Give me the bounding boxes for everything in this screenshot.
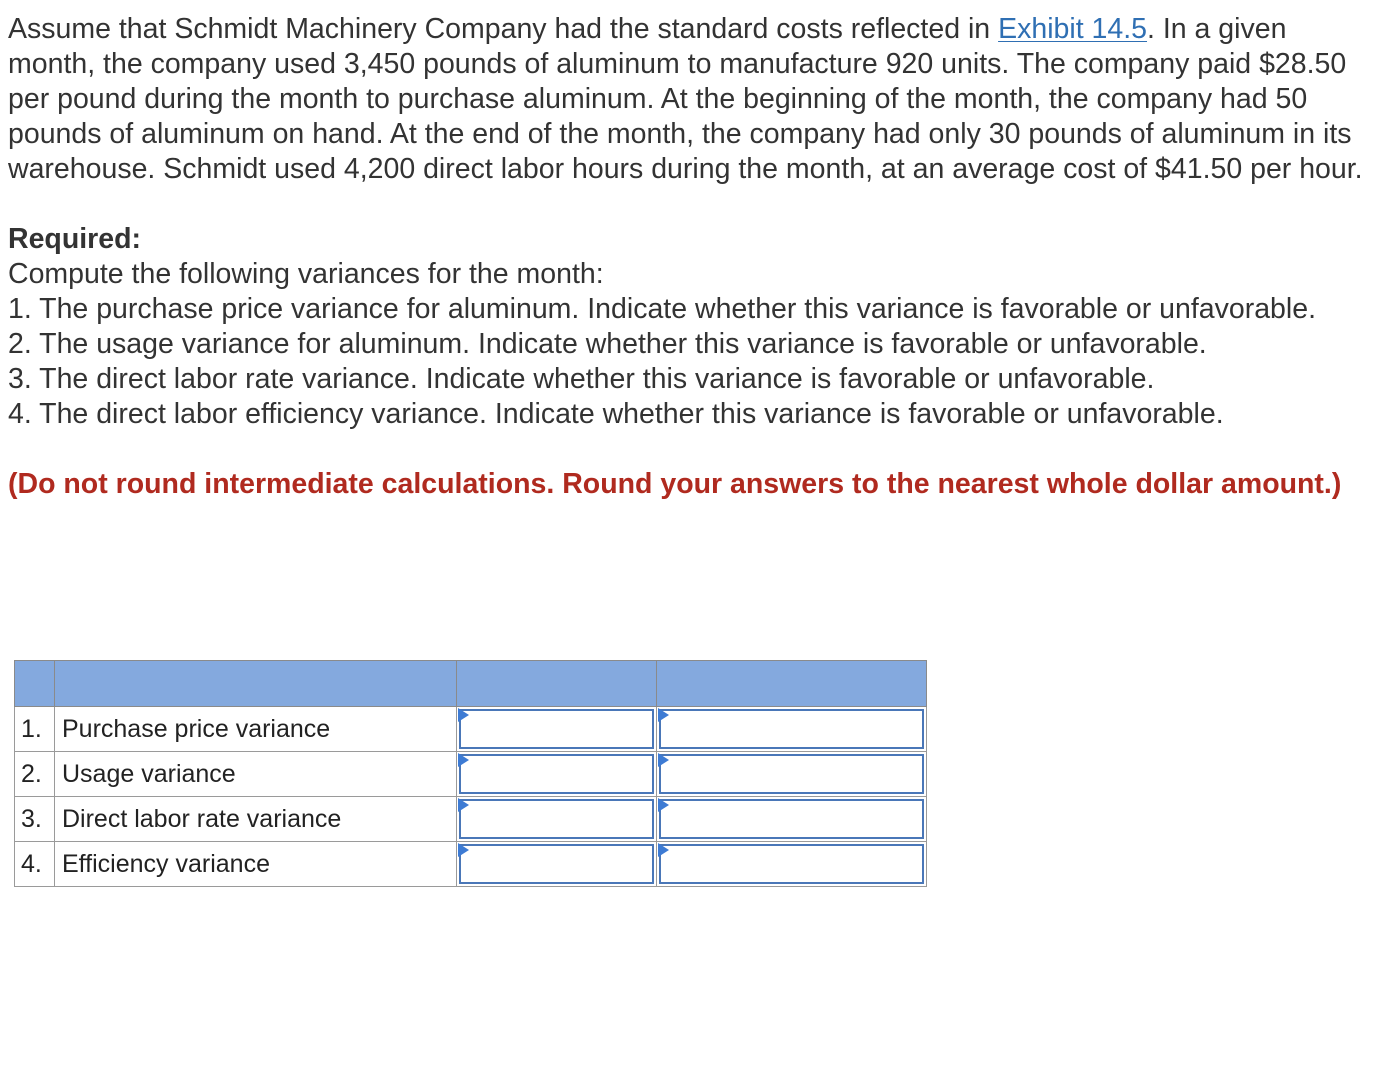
instruction-text: Compute the following variances for the month: [8,258,604,290]
type-cell [657,752,927,797]
table-header-row [15,661,927,707]
type-cell [657,842,927,887]
problem-content [8,12,1368,502]
row-number: 4. [15,842,55,887]
amount-cell [457,707,657,752]
dropdown-indicator-icon [658,753,669,767]
intro-text-2: . In a given month, the company used 3,450 pounds of aluminum to manufacture 920 units. The company paid $28.50 per pound during the month to purchase aluminum. At the beginning of the month, the company had 50 pounds of aluminum on hand. At the end of the month, the company had only 30 pounds of aluminum in its warehouse. Schmidt used 4,200 direct labor hours during the month, at an average cost of $41.50 per hour. [8,13,1363,185]
intro-text-1: Assume that Schmidt Machinery Company had the standard costs reflected in [8,13,999,45]
requirement-item-1: 1. The purchase price variance for aluminum. Indicate whether this variance is favorable or unfavorable. [8,293,1316,325]
rounding-note: (Do not round intermediate calculations. Round your answers to the nearest whole dollar amount.) [8,468,1342,500]
dropdown-indicator-icon [458,798,469,812]
type-cell [657,797,927,842]
row-number: 3. [15,797,55,842]
dropdown-indicator-icon [458,843,469,857]
header-cell-number [15,661,55,707]
amount-cell [457,752,657,797]
type-input-4[interactable] [659,844,924,884]
table-row [15,752,927,797]
type-input-3[interactable] [659,799,924,839]
type-cell [657,707,927,752]
table-row [15,842,927,887]
requirement-item-3: 3. The direct labor rate variance. Indicate whether this variance is favorable or unfavorable. [8,363,1155,395]
row-number: 2. [15,752,55,797]
required-label: Required: [8,223,142,255]
dropdown-indicator-icon [658,708,669,722]
row-label: Purchase price variance [55,707,457,752]
dropdown-indicator-icon [458,708,469,722]
amount-cell [457,842,657,887]
dropdown-indicator-icon [658,798,669,812]
amount-input-4[interactable] [459,844,654,884]
exhibit-link[interactable]: Exhibit 14.5 [998,13,1148,45]
amount-input-3[interactable] [459,799,654,839]
amount-cell [457,797,657,842]
row-label: Direct labor rate variance [55,797,457,842]
dropdown-indicator-icon [458,753,469,767]
header-cell-amount [457,661,657,707]
answer-table [14,660,927,887]
requirement-item-2: 2. The usage variance for aluminum. Indicate whether this variance is favorable or unfavorable. [8,328,1207,360]
answer-table-wrap [14,660,927,887]
header-cell-label [55,661,457,707]
table-row [15,797,927,842]
row-label: Efficiency variance [55,842,457,887]
dropdown-indicator-icon [658,843,669,857]
row-label: Usage variance [55,752,457,797]
header-cell-type [657,661,927,707]
requirement-item-4: 4. The direct labor efficiency variance. Indicate whether this variance is favorable or unfavorable. [8,398,1224,430]
problem-intro [8,12,1368,187]
amount-input-1[interactable] [459,709,654,749]
table-row [15,707,927,752]
type-input-1[interactable] [659,709,924,749]
amount-input-2[interactable] [459,754,654,794]
row-number: 1. [15,707,55,752]
type-input-2[interactable] [659,754,924,794]
